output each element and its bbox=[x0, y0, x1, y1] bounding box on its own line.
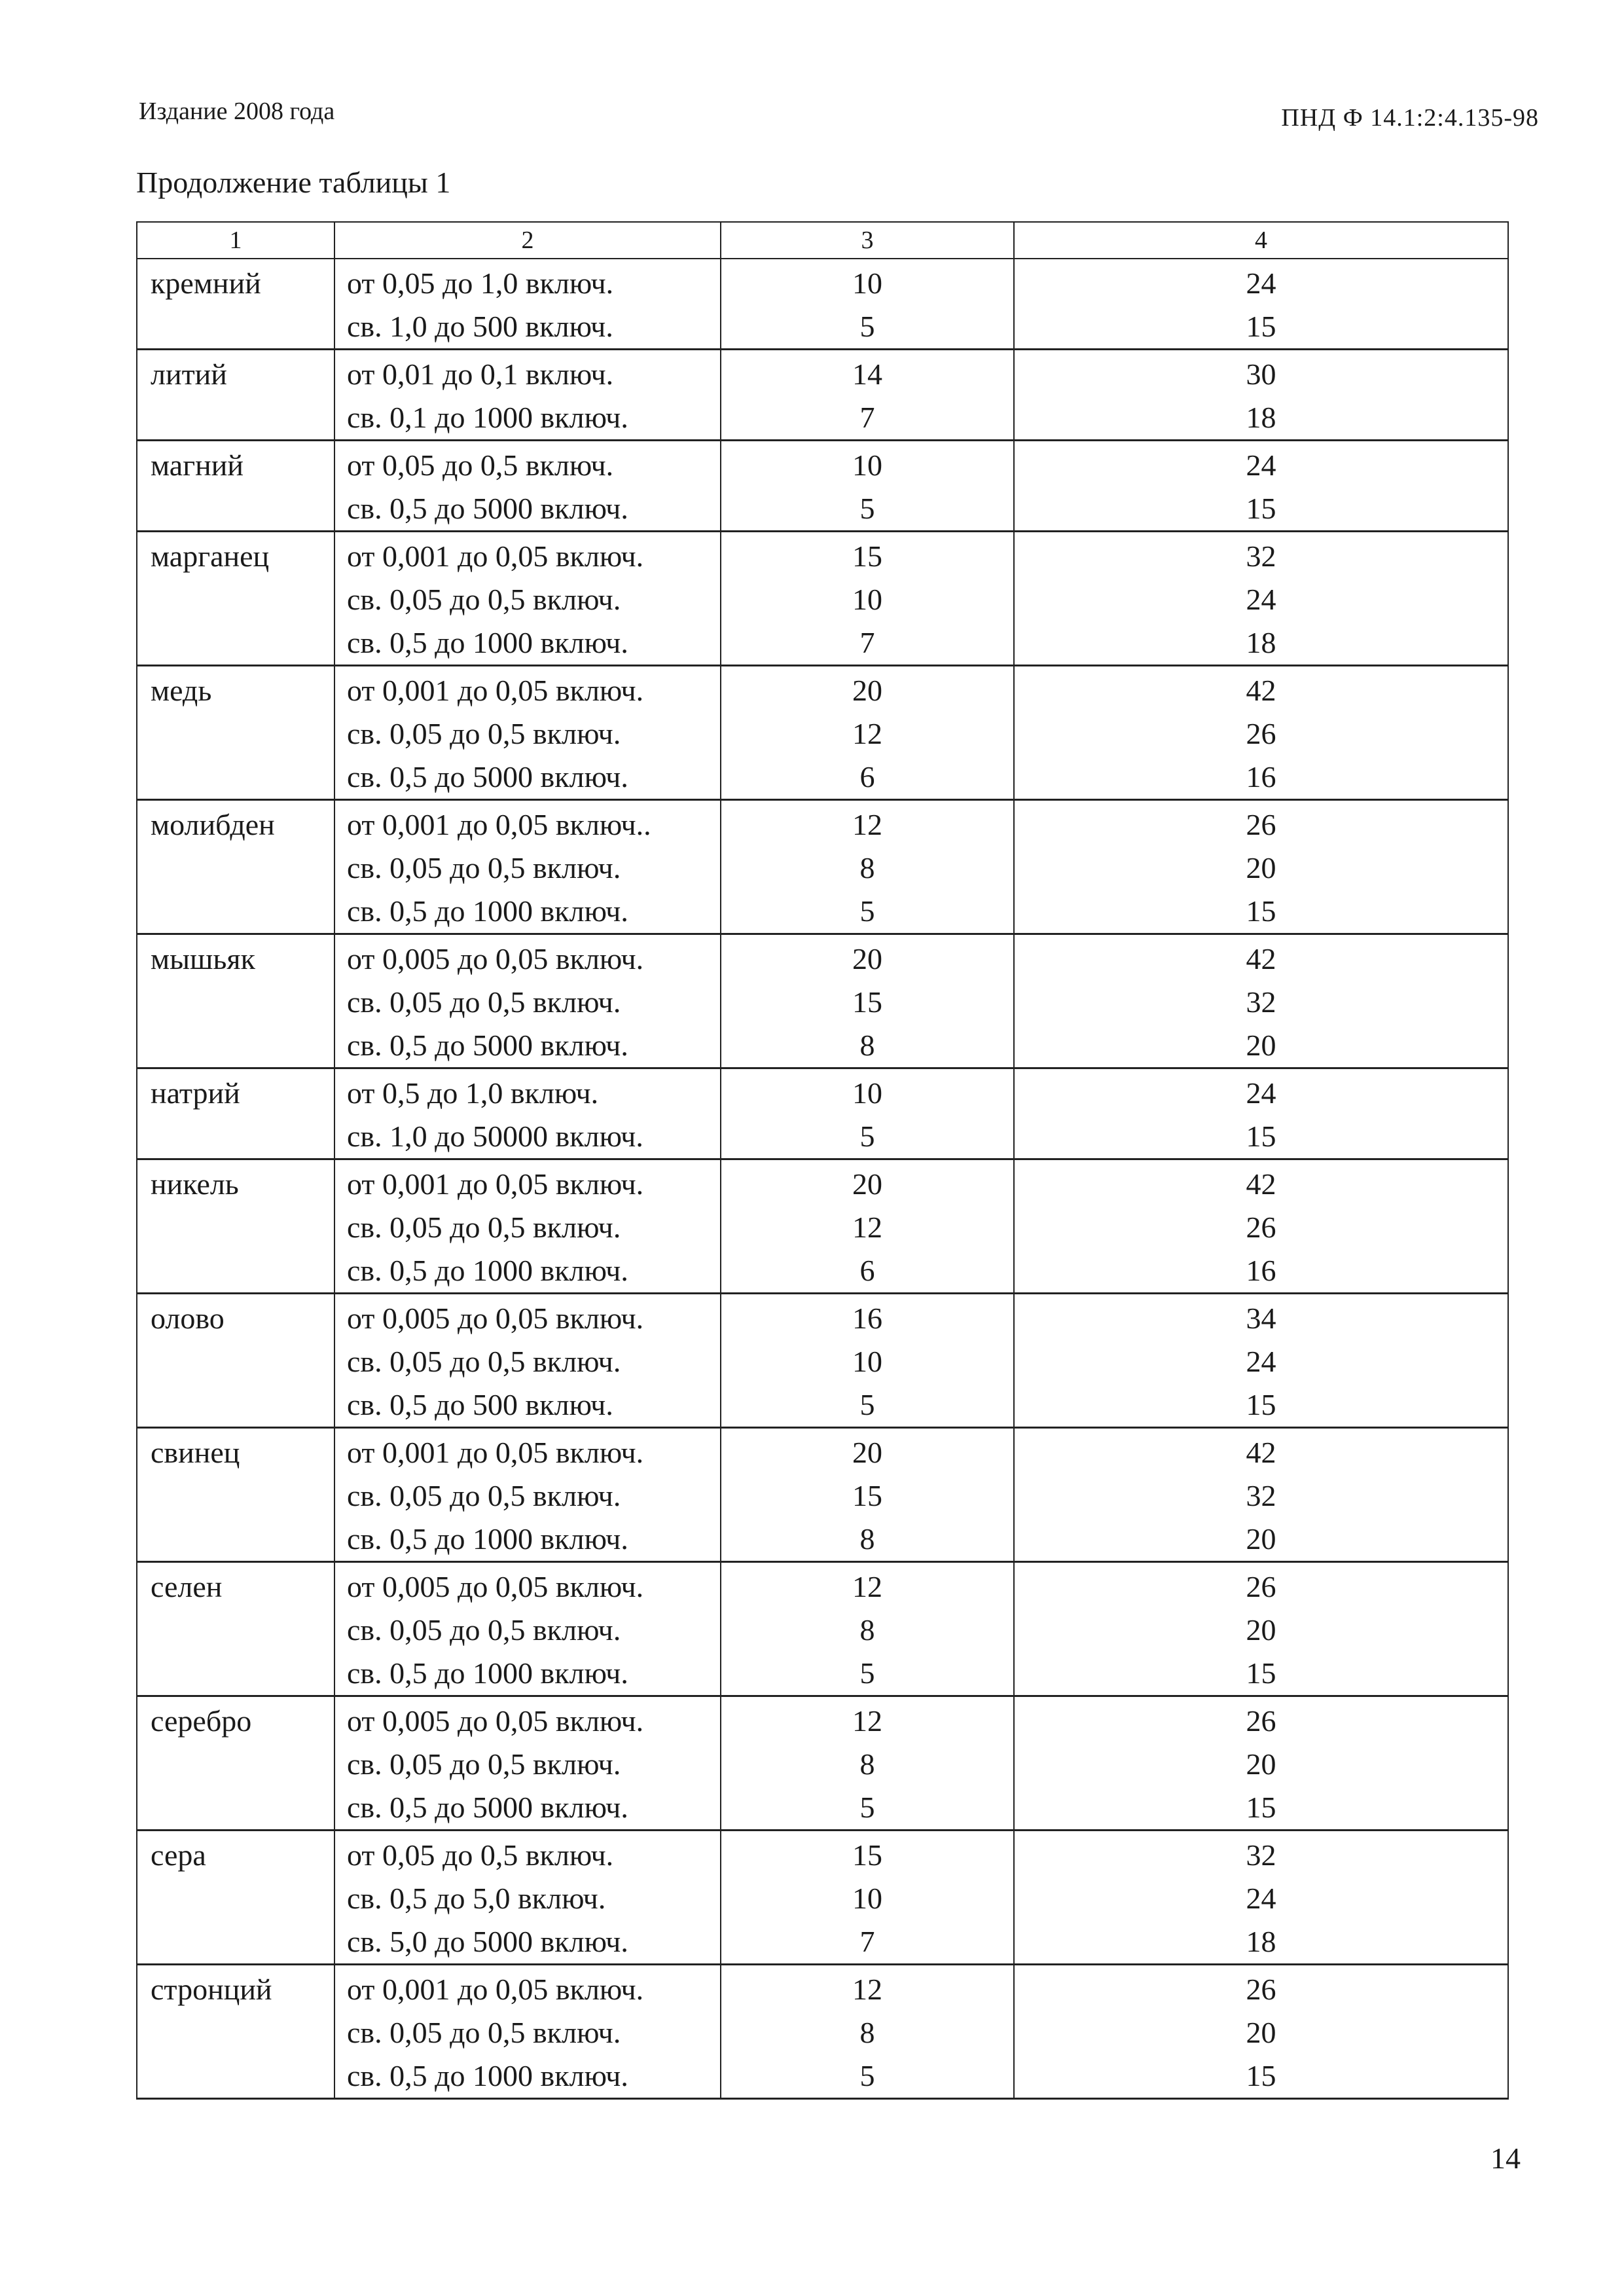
concentration-range: св. 0,5 до 1000 включ. bbox=[347, 1522, 628, 1556]
concentration-range: св. 0,5 до 1000 включ. bbox=[347, 1254, 628, 1287]
col4-value: 20 bbox=[1246, 1613, 1276, 1647]
concentration-range: св. 0,05 до 0,5 включ. bbox=[347, 717, 621, 750]
concentration-range: св. 0,05 до 0,5 включ. bbox=[347, 1747, 621, 1781]
concentration-range: св. 0,5 до 1000 включ. bbox=[347, 1656, 628, 1690]
col4-value: 32 bbox=[1246, 1838, 1276, 1872]
table-row bbox=[137, 1831, 1508, 1965]
element-cell bbox=[137, 934, 334, 1068]
col3-cell bbox=[721, 1068, 1014, 1159]
concentration-range: от 0,05 до 0,5 включ. bbox=[347, 448, 614, 482]
element-cell bbox=[137, 1159, 334, 1294]
concentration-range: от 0,001 до 0,05 включ. bbox=[347, 1436, 644, 1469]
column-number-row bbox=[137, 222, 1508, 259]
concentration-range: св. 0,05 до 0,5 включ. bbox=[347, 1345, 621, 1378]
col4-value: 15 bbox=[1246, 2059, 1276, 2092]
table-row bbox=[137, 800, 1508, 934]
col4-value: 24 bbox=[1246, 266, 1276, 300]
element-name: сера bbox=[151, 1838, 206, 1872]
range-cell bbox=[334, 1831, 721, 1965]
col3-cell bbox=[721, 1294, 1014, 1428]
col3-value: 15 bbox=[852, 1838, 882, 1872]
element-name: мышьяк bbox=[151, 942, 255, 975]
table-row bbox=[137, 1965, 1508, 2099]
range-cell bbox=[334, 259, 721, 350]
concentration-range: от 0,005 до 0,05 включ. bbox=[347, 942, 644, 975]
col4-cell bbox=[1014, 1068, 1508, 1159]
element-name: медь bbox=[151, 674, 212, 707]
col4-value: 16 bbox=[1246, 760, 1276, 793]
col3-cell bbox=[721, 1428, 1014, 1562]
concentration-range: от 0,01 до 0,1 включ. bbox=[347, 357, 614, 391]
concentration-range: св. 0,05 до 0,5 включ. bbox=[347, 985, 621, 1019]
element-name: свинец bbox=[151, 1436, 240, 1469]
concentration-range: св. 0,5 до 500 включ. bbox=[347, 1388, 613, 1421]
col4-value: 15 bbox=[1246, 1791, 1276, 1824]
col4-value: 20 bbox=[1246, 1747, 1276, 1781]
concentration-range: св. 0,1 до 1000 включ. bbox=[347, 401, 628, 434]
col3-value: 16 bbox=[852, 1302, 882, 1335]
element-cell bbox=[137, 1696, 334, 1831]
table-row bbox=[137, 1428, 1508, 1562]
col4-value: 18 bbox=[1246, 626, 1276, 659]
col3-value: 12 bbox=[852, 1211, 882, 1244]
col3-value: 7 bbox=[859, 1925, 875, 1958]
col3-value: 15 bbox=[852, 1479, 882, 1512]
concentration-range: св. 0,05 до 0,5 включ. bbox=[347, 1613, 621, 1647]
col4-value: 26 bbox=[1246, 808, 1276, 841]
col4-value: 15 bbox=[1246, 1388, 1276, 1421]
table-row bbox=[137, 1696, 1508, 1831]
col3-value: 10 bbox=[852, 1882, 882, 1915]
col4-value: 26 bbox=[1246, 1211, 1276, 1244]
element-cell bbox=[137, 1965, 334, 2099]
col4-cell bbox=[1014, 1696, 1508, 1831]
element-cell bbox=[137, 1294, 334, 1428]
concentration-range: св. 0,5 до 5000 включ. bbox=[347, 760, 628, 793]
col3-value: 8 bbox=[859, 1747, 875, 1781]
concentration-range: св. 0,5 до 1000 включ. bbox=[347, 894, 628, 928]
range-cell bbox=[334, 1696, 721, 1831]
col3-value: 5 bbox=[859, 1120, 875, 1153]
concentration-range: св. 0,05 до 0,5 включ. bbox=[347, 851, 621, 884]
col4-value: 20 bbox=[1246, 851, 1276, 884]
col4-value: 42 bbox=[1246, 674, 1276, 707]
element-name: стронций bbox=[151, 1973, 272, 2006]
col4-value: 18 bbox=[1246, 1925, 1276, 1958]
table-row bbox=[137, 350, 1508, 441]
col3-value: 8 bbox=[859, 1522, 875, 1556]
col3-value: 10 bbox=[852, 266, 882, 300]
col4-value: 20 bbox=[1246, 1029, 1276, 1062]
concentration-range: от 0,05 до 0,5 включ. bbox=[347, 1838, 614, 1872]
col4-value: 24 bbox=[1246, 583, 1276, 616]
col3-value: 5 bbox=[859, 1388, 875, 1421]
column-number: 3 bbox=[721, 222, 1014, 259]
col3-cell bbox=[721, 350, 1014, 441]
range-cell bbox=[334, 1068, 721, 1159]
col4-value: 15 bbox=[1246, 1120, 1276, 1153]
table-row bbox=[137, 259, 1508, 350]
col4-value: 15 bbox=[1246, 310, 1276, 343]
concentration-range: св. 0,5 до 5000 включ. bbox=[347, 1791, 628, 1824]
col3-value: 7 bbox=[859, 626, 875, 659]
col4-value: 42 bbox=[1246, 1167, 1276, 1201]
col3-value: 20 bbox=[852, 1167, 882, 1201]
col3-cell bbox=[721, 441, 1014, 532]
col4-value: 24 bbox=[1246, 1345, 1276, 1378]
element-name: магний bbox=[151, 448, 244, 482]
col4-value: 20 bbox=[1246, 1522, 1276, 1556]
concentration-range: св. 0,5 до 5000 включ. bbox=[347, 492, 628, 525]
element-cell bbox=[137, 259, 334, 350]
concentration-range: св. 5,0 до 5000 включ. bbox=[347, 1925, 628, 1958]
table-row bbox=[137, 666, 1508, 800]
element-cell bbox=[137, 350, 334, 441]
concentration-range: от 0,005 до 0,05 включ. bbox=[347, 1570, 644, 1603]
concentration-range: от 0,005 до 0,05 включ. bbox=[347, 1302, 644, 1335]
table-row bbox=[137, 1294, 1508, 1428]
col4-cell bbox=[1014, 441, 1508, 532]
col3-cell bbox=[721, 1831, 1014, 1965]
col3-value: 10 bbox=[852, 583, 882, 616]
col4-cell bbox=[1014, 1428, 1508, 1562]
col3-value: 10 bbox=[852, 1345, 882, 1378]
range-cell bbox=[334, 350, 721, 441]
col3-value: 6 bbox=[859, 1254, 875, 1287]
col4-value: 26 bbox=[1246, 1704, 1276, 1738]
col3-value: 15 bbox=[852, 539, 882, 573]
element-name: молибден bbox=[151, 808, 275, 841]
col3-cell bbox=[721, 1159, 1014, 1294]
range-cell bbox=[334, 1428, 721, 1562]
element-cell bbox=[137, 1831, 334, 1965]
page-number: 14 bbox=[1490, 2141, 1521, 2175]
col3-value: 12 bbox=[852, 1570, 882, 1603]
col3-value: 5 bbox=[859, 492, 875, 525]
table-row bbox=[137, 441, 1508, 532]
col4-cell bbox=[1014, 1831, 1508, 1965]
element-cell bbox=[137, 1428, 334, 1562]
col4-value: 34 bbox=[1246, 1302, 1276, 1335]
table-row bbox=[137, 1562, 1508, 1696]
col4-value: 15 bbox=[1246, 894, 1276, 928]
range-cell bbox=[334, 934, 721, 1068]
col4-cell bbox=[1014, 1965, 1508, 2099]
concentration-range: от 0,001 до 0,05 включ. bbox=[347, 1167, 644, 1201]
col4-value: 42 bbox=[1246, 1436, 1276, 1469]
element-name: натрий bbox=[151, 1076, 240, 1110]
col3-value: 8 bbox=[859, 1613, 875, 1647]
table-row bbox=[137, 1159, 1508, 1294]
col3-value: 15 bbox=[852, 985, 882, 1019]
col3-cell bbox=[721, 1696, 1014, 1831]
range-cell bbox=[334, 1294, 721, 1428]
column-number: 2 bbox=[334, 222, 721, 259]
col4-cell bbox=[1014, 800, 1508, 934]
concentration-range: св. 1,0 до 50000 включ. bbox=[347, 1120, 643, 1153]
col3-value: 8 bbox=[859, 2016, 875, 2049]
table-row bbox=[137, 934, 1508, 1068]
col4-value: 16 bbox=[1246, 1254, 1276, 1287]
column-number: 4 bbox=[1014, 222, 1508, 259]
table-row bbox=[137, 1068, 1508, 1159]
col4-value: 24 bbox=[1246, 448, 1276, 482]
concentration-range: от 0,005 до 0,05 включ. bbox=[347, 1704, 644, 1738]
range-cell bbox=[334, 532, 721, 666]
col4-cell bbox=[1014, 666, 1508, 800]
col3-cell bbox=[721, 259, 1014, 350]
col3-value: 5 bbox=[859, 310, 875, 343]
col4-cell bbox=[1014, 350, 1508, 441]
range-cell bbox=[334, 800, 721, 934]
table-row bbox=[137, 532, 1508, 666]
col4-value: 26 bbox=[1246, 717, 1276, 750]
table-caption: Продолжение таблицы 1 bbox=[136, 166, 451, 199]
table-body bbox=[137, 259, 1508, 2099]
element-cell bbox=[137, 532, 334, 666]
col3-value: 10 bbox=[852, 448, 882, 482]
col3-value: 5 bbox=[859, 1791, 875, 1824]
col4-cell bbox=[1014, 532, 1508, 666]
col4-value: 15 bbox=[1246, 492, 1276, 525]
range-cell bbox=[334, 666, 721, 800]
col4-cell bbox=[1014, 1159, 1508, 1294]
col3-cell bbox=[721, 800, 1014, 934]
element-cell bbox=[137, 666, 334, 800]
concentration-range: св. 0,5 до 5000 включ. bbox=[347, 1029, 628, 1062]
col3-value: 5 bbox=[859, 1656, 875, 1690]
col3-value: 8 bbox=[859, 1029, 875, 1062]
range-cell bbox=[334, 1159, 721, 1294]
col3-cell bbox=[721, 532, 1014, 666]
concentration-range: св. 0,5 до 1000 включ. bbox=[347, 626, 628, 659]
concentration-range: св. 0,5 до 1000 включ. bbox=[347, 2059, 628, 2092]
col3-value: 6 bbox=[859, 760, 875, 793]
col4-value: 30 bbox=[1246, 357, 1276, 391]
concentration-range: от 0,001 до 0,05 включ. bbox=[347, 539, 644, 573]
col4-value: 15 bbox=[1246, 1656, 1276, 1690]
column-number: 1 bbox=[137, 222, 334, 259]
col4-value: 42 bbox=[1246, 942, 1276, 975]
element-name: кремний bbox=[151, 266, 261, 300]
col3-cell bbox=[721, 666, 1014, 800]
concentration-range: св. 0,05 до 0,5 включ. bbox=[347, 2016, 621, 2049]
col4-value: 32 bbox=[1246, 539, 1276, 573]
concentration-range: от 0,05 до 1,0 включ. bbox=[347, 266, 614, 300]
col4-cell bbox=[1014, 934, 1508, 1068]
element-name: никель bbox=[151, 1167, 239, 1201]
col4-value: 32 bbox=[1246, 1479, 1276, 1512]
col3-value: 8 bbox=[859, 851, 875, 884]
col4-value: 20 bbox=[1246, 2016, 1276, 2049]
col3-cell bbox=[721, 934, 1014, 1068]
concentration-range: св. 0,05 до 0,5 включ. bbox=[347, 1211, 621, 1244]
concentration-range: св. 1,0 до 500 включ. bbox=[347, 310, 613, 343]
element-name: литий bbox=[151, 357, 227, 391]
col3-cell bbox=[721, 1562, 1014, 1696]
element-name: олово bbox=[151, 1302, 225, 1335]
concentration-range: от 0,001 до 0,05 включ.. bbox=[347, 808, 651, 841]
element-cell bbox=[137, 800, 334, 934]
range-cell bbox=[334, 1965, 721, 2099]
concentration-range: от 0,001 до 0,05 включ. bbox=[347, 674, 644, 707]
edition-label: Издание 2008 года bbox=[139, 98, 335, 125]
element-cell bbox=[137, 1068, 334, 1159]
document-code: ПНД Ф 14.1:2:4.135-98 bbox=[1281, 104, 1539, 132]
col3-value: 5 bbox=[859, 2059, 875, 2092]
col4-value: 18 bbox=[1246, 401, 1276, 434]
concentration-range: св. 0,05 до 0,5 включ. bbox=[347, 583, 621, 616]
element-name: серебро bbox=[151, 1704, 252, 1738]
concentration-range: св. 0,5 до 5,0 включ. bbox=[347, 1882, 606, 1915]
element-cell bbox=[137, 441, 334, 532]
col3-value: 12 bbox=[852, 1704, 882, 1738]
col3-value: 20 bbox=[852, 674, 882, 707]
col3-value: 5 bbox=[859, 894, 875, 928]
data-table bbox=[136, 221, 1509, 2100]
col4-value: 26 bbox=[1246, 1973, 1276, 2006]
col4-value: 26 bbox=[1246, 1570, 1276, 1603]
range-cell bbox=[334, 1562, 721, 1696]
col4-value: 24 bbox=[1246, 1076, 1276, 1110]
col4-value: 32 bbox=[1246, 985, 1276, 1019]
col3-value: 20 bbox=[852, 1436, 882, 1469]
element-cell bbox=[137, 1562, 334, 1696]
col4-cell bbox=[1014, 1562, 1508, 1696]
col3-value: 10 bbox=[852, 1076, 882, 1110]
concentration-range: св. 0,05 до 0,5 включ. bbox=[347, 1479, 621, 1512]
col3-value: 12 bbox=[852, 1973, 882, 2006]
col3-value: 20 bbox=[852, 942, 882, 975]
element-name: селен bbox=[151, 1570, 223, 1603]
col3-cell bbox=[721, 1965, 1014, 2099]
col3-value: 12 bbox=[852, 717, 882, 750]
col4-cell bbox=[1014, 1294, 1508, 1428]
col3-value: 7 bbox=[859, 401, 875, 434]
concentration-range: от 0,001 до 0,05 включ. bbox=[347, 1973, 644, 2006]
element-name: марганец bbox=[151, 539, 270, 573]
col4-value: 24 bbox=[1246, 1882, 1276, 1915]
range-cell bbox=[334, 441, 721, 532]
concentration-range: от 0,5 до 1,0 включ. bbox=[347, 1076, 599, 1110]
col3-value: 12 bbox=[852, 808, 882, 841]
col4-cell bbox=[1014, 259, 1508, 350]
col3-value: 14 bbox=[852, 357, 882, 391]
